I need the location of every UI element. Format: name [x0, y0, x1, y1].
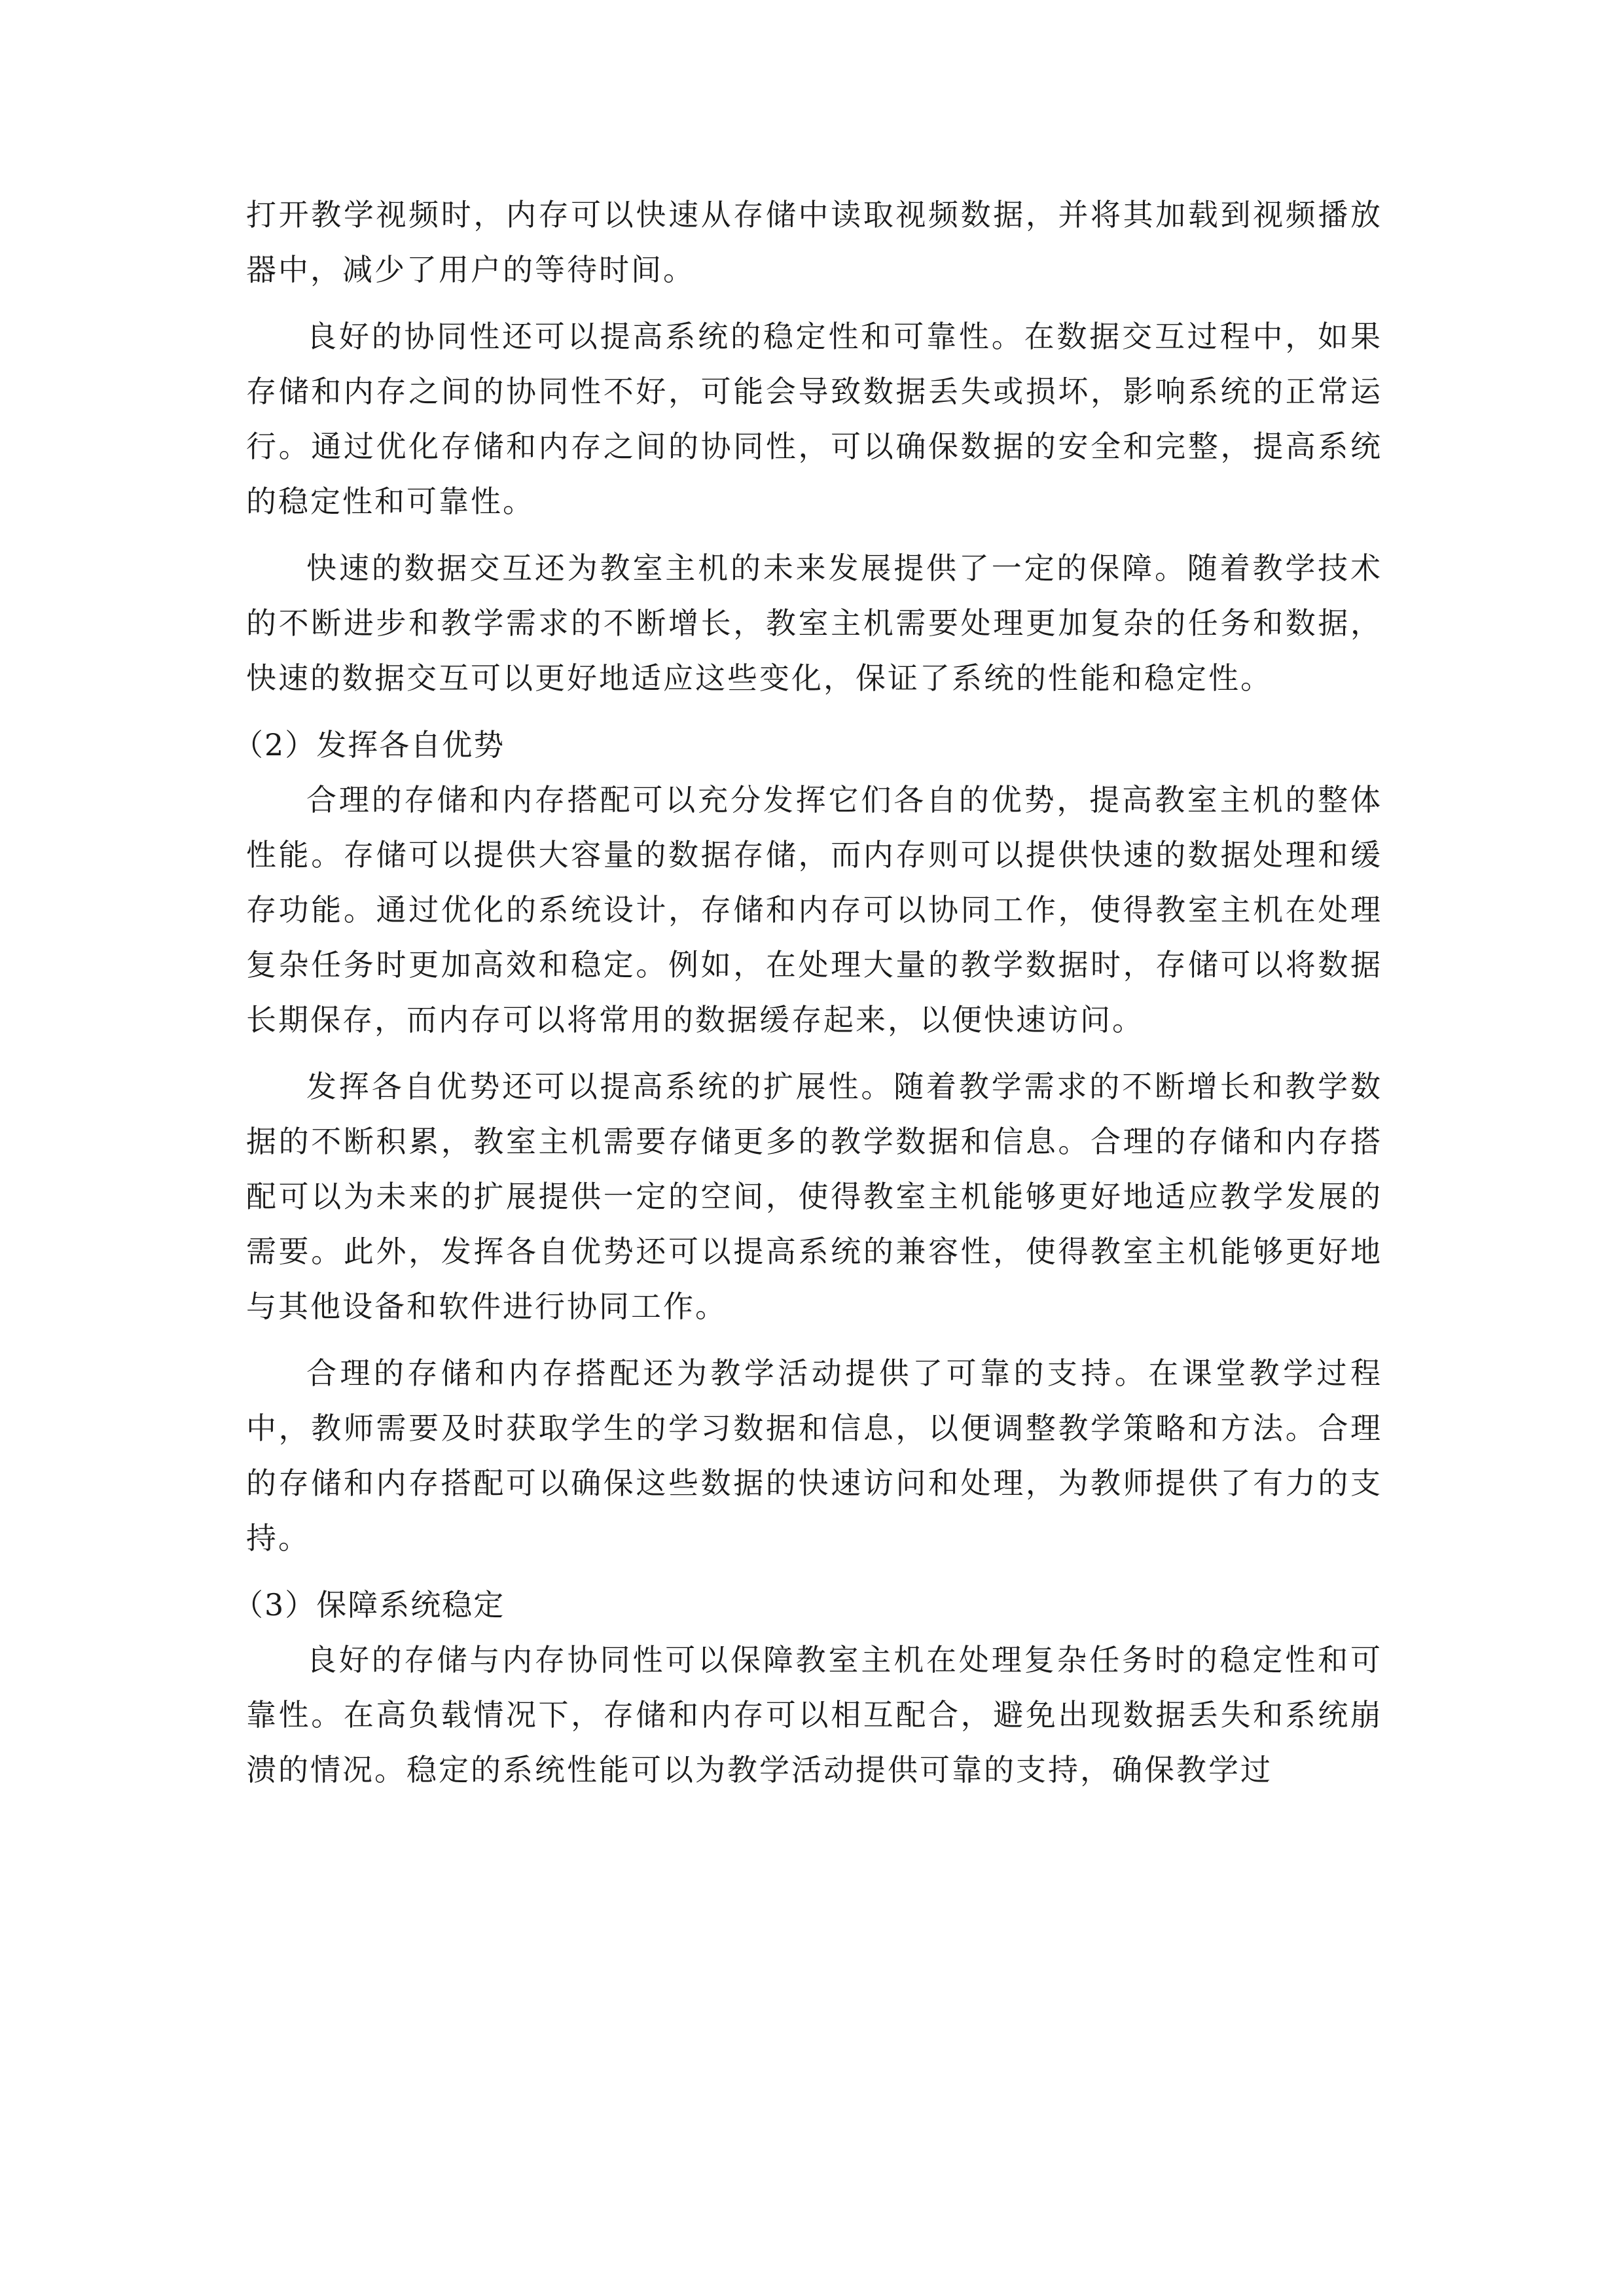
section-heading-2: （2）发挥各自优势	[233, 727, 505, 762]
paragraph-coordination-stability: 良好的协同性还可以提高系统的稳定性和可靠性。在数据交互过程中，如果存储和内存之间的协同性不好，可能会导致数据丢失或损坏，影响系统的正常运行。通过优化存储和内存之间的协同性，可以确保数据的安全和完整，提高系统的稳定性和可靠性。	[246, 319, 1382, 519]
paragraph-storage-memory-advantages: 合理的存储和内存搭配可以充分发挥它们各自的优势，提高教室主机的整体性能。存储可以提供大容量的数据存储，而内存则可以提供快速的数据处理和缓存功能。通过优化的系统设计，存储和内存可以协同工作，使得教室主机在处理复杂任务时更加高效和稳定。例如，在处理大量的教学数据时，存储可以将数据长期保存，而内存可以将常用的数据缓存起来，以便快速访问。	[246, 782, 1382, 1037]
paragraph-future-development: 快速的数据交互还为教室主机的未来发展提供了一定的保障。随着教学技术的不断进步和教学需求的不断增长，教室主机需要处理更加复杂的任务和数据，快速的数据交互可以更好地适应这些变化，保证了系统的性能和稳定性。	[246, 550, 1382, 696]
document-body	[233, 187, 1382, 1809]
paragraph-system-stability: 良好的存储与内存协同性可以保障教室主机在处理复杂任务时的稳定性和可靠性。在高负载情况下，存储和内存可以相互配合，避免出现数据丢失和系统崩溃的情况。稳定的系统性能可以为教学活动提供可靠的支持，确保教学过	[246, 1642, 1382, 1787]
paragraph-scalability: 发挥各自优势还可以提高系统的扩展性。随着教学需求的不断增长和教学数据的不断积累，教室主机需要存储更多的教学数据和信息。合理的存储和内存搭配可以为未来的扩展提供一定的空间，使得教室主机能够更好地适应教学发展的需要。此外，发挥各自优势还可以提高系统的兼容性，使得教室主机能够更好地与其他设备和软件进行协同工作。	[246, 1069, 1382, 1324]
paragraph-teaching-support: 合理的存储和内存搭配还为教学活动提供了可靠的支持。在课堂教学过程中，教师需要及时获取学生的学习数据和信息，以便调整教学策略和方法。合理的存储和内存搭配可以确保这些数据的快速访问和处理，为教师提供了有力的支持。	[246, 1355, 1382, 1556]
section-heading-3: （3）保障系统稳定	[233, 1587, 505, 1623]
paragraph-continued: 打开教学视频时，内存可以快速从存储中读取视频数据，并将其加载到视频播放器中，减少了用户的等待时间。	[246, 197, 1382, 287]
